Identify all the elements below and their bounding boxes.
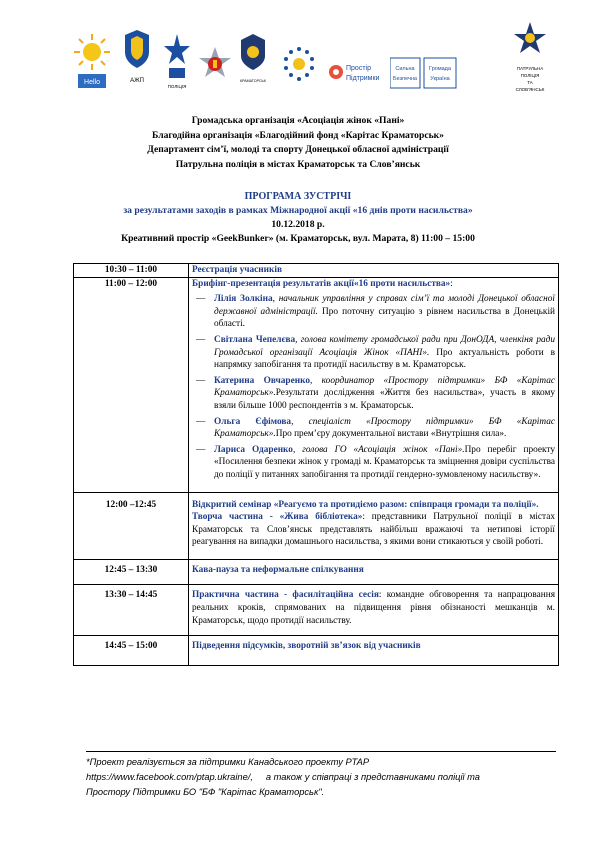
program-header <box>40 190 556 246</box>
speaker-topic: Про поточну ситуацію з рівнем насильства в Донецькій області. <box>214 306 556 330</box>
speaker-topic: Результати дослідження «Життя без насильства», участь в якому взяли більше 1000 респондентів з м. Краматорськ. <box>214 388 555 411</box>
svg-text:Підтримки: Підтримки <box>346 75 380 82</box>
session-title: Реєстрація учасників <box>189 264 559 278</box>
ptap-logo <box>390 56 458 92</box>
sun-logo-text: Hello <box>84 79 100 86</box>
speaker-name: Світлана Чепелєва <box>214 334 296 345</box>
session-part-label: Творча частина - «Жива бібліотека» <box>192 512 363 523</box>
session-cell <box>189 585 559 636</box>
speaker-item <box>192 293 555 331</box>
time-cell: 11:00 – 12:00 <box>74 277 189 492</box>
speaker-name: Катерина Овчаренко <box>214 375 310 386</box>
speaker-item <box>192 444 555 482</box>
time-cell: 13:30 – 14:45 <box>74 585 189 636</box>
schedule-table <box>73 263 559 666</box>
sun-logo <box>72 30 112 92</box>
speaker-item <box>192 375 555 413</box>
footnote-text: а також у співпраці з представниками поліції та <box>252 772 480 782</box>
speaker-name: Ольга Єфімова <box>214 416 292 427</box>
police-logo <box>164 32 190 92</box>
partner-logos <box>72 18 552 108</box>
speaker-item <box>192 334 555 372</box>
session-part-text: : представники Патрульної поліції в містах Краматорськ та Слов’янськ представлять найбільш вражаючі та нетипові історії реагування на випадки домашнього насильства, з якими вони стикаються у своїй роботі. <box>192 512 555 548</box>
program-subtitle: за результатами заходів в рамках Міжнародної акції «16 днів проти насильства» <box>123 205 473 216</box>
program-title: ПРОГРАМА ЗУСТРІЧІ <box>244 191 352 202</box>
speaker-role: , голова ГО «Асоціація жінок «Пані». <box>292 444 465 455</box>
table-row <box>74 277 559 492</box>
speaker-name: Лариса Одаренко <box>214 444 293 455</box>
police-badge-logo <box>238 32 268 92</box>
program-venue: Креативний простір «GeekBunker» (м. Краматорськ, вул. Марата, 8) 11:00 – 15:00 <box>121 233 475 244</box>
speaker-role: , голова комітету громадської ради при ДонОДА, членкіня ради Громадської організації Асоціація Жінок «ПАНІ». <box>214 334 556 358</box>
time-cell: 10:30 – 11:00 <box>74 264 189 278</box>
footnote-line: *Проект реалізується за підтримки Канадського проекту PTAP <box>86 757 370 767</box>
session-title: Кава-пауза та неформальне спілкування <box>189 559 559 585</box>
speaker-role: , координатор «Простору підтримки» БФ «Карітас Краматорськ». <box>214 375 555 399</box>
prostir-logo <box>328 58 384 92</box>
session-title: Відкритий семінар «Реагуємо та протидіємо разом: співпраця громади та поліції». <box>192 499 539 510</box>
speaker-role: , начальник управління у справах сім’ї та молоді Донецької обласної державної адміністрації. <box>214 294 555 317</box>
session-title: Брифінг-презентація результатів акції«16 проти насильства» <box>192 278 451 289</box>
session-title: Практична частина - фасилітаційна сесія <box>192 590 379 601</box>
svg-text:Україна: Україна <box>430 76 450 82</box>
dash-bullet: — <box>196 375 206 386</box>
svg-text:Простір: Простір <box>346 65 371 72</box>
time-cell: 14:45 – 15:00 <box>74 636 189 666</box>
footnote-line: Простору Підтримки БО "БФ "Карітас Краматорськ". <box>86 787 325 797</box>
dash-bullet: — <box>196 334 206 345</box>
speaker-name: Лілія Золкіна <box>214 294 273 305</box>
session-title-colon: : <box>450 278 453 289</box>
shield-logo <box>122 26 152 96</box>
police-logo-text: ПОЛІЦІЯ <box>167 84 187 89</box>
table-row <box>74 264 559 278</box>
speaker-role: , спеціаліст «Простору підтримки» БФ «Карітас Краматорськ». <box>214 416 555 440</box>
dash-bullet: — <box>196 294 206 305</box>
session-text: : командне обговорення та напрацювання реальних кроків, спрямованих на підвищення рівня обізнаності мешканців м. Краматорськ, щодо протидії насильству. <box>192 590 555 626</box>
speaker-topic: Про прем’єру документальної вистави «Внутрішня сила». <box>275 429 507 440</box>
svg-text:Безпечна: Безпечна <box>393 76 417 82</box>
footnote <box>86 755 556 800</box>
footnote-link[interactable]: https://www.facebook.com/ptap.ukraine/, <box>86 772 253 782</box>
speaker-item <box>192 416 555 441</box>
dash-bullet: — <box>196 416 206 427</box>
police-badge-logo-text: КРАМАТОРСЬК <box>240 79 266 83</box>
footnote-divider <box>86 751 556 752</box>
time-cell: 12:45 – 13:30 <box>74 559 189 585</box>
table-row <box>74 636 559 666</box>
program-date: 10.12.2018 р. <box>271 219 325 230</box>
session-cell <box>189 277 559 492</box>
footnote-line <box>86 770 556 785</box>
police-star-logo <box>198 46 232 80</box>
session-cell <box>189 492 559 559</box>
organizers-block <box>40 114 556 172</box>
svg-text:СЛОВ'ЯНСЬК: СЛОВ'ЯНСЬК <box>515 87 545 92</box>
svg-text:ТА: ТА <box>527 80 533 85</box>
eu-logo <box>276 44 322 84</box>
session-title: Підведення підсумків, зворотній зв’язок від учасників <box>189 636 559 666</box>
table-row <box>74 492 559 559</box>
organizer-line: Департамент сім’ї, молоді та спорту Донецької обласної адміністрації <box>147 144 449 155</box>
svg-text:ПАТРУЛЬНА: ПАТРУЛЬНА <box>516 66 544 71</box>
organizer-line: Благодійна організація «Благодійний фонд «Карітас Краматорськ» <box>152 129 444 141</box>
speaker-topic: Про перебіг проекту «Посилення безпеки жінок у громаді м. Краматорськ та зміцнення довіри суспільства до поліції у питаннях запобігання та протидії гендерно-зумовленому насильству». <box>214 444 555 480</box>
table-row <box>74 585 559 636</box>
svg-text:Громада: Громада <box>429 66 451 72</box>
svg-text:ПОЛІЦІЯ: ПОЛІЦІЯ <box>520 73 540 78</box>
shield-logo-text: АЖП <box>130 78 144 84</box>
svg-text:Сильна: Сильна <box>395 66 415 72</box>
speaker-topic: Про актуальність роботи в напрямку запобігання та протидії насильству в м. Краматорськ. <box>214 347 555 371</box>
table-row <box>74 559 559 585</box>
dash-bullet: — <box>196 444 206 455</box>
time-cell: 12:00 –12:45 <box>74 492 189 559</box>
organizer-line: Патрульна поліція в містах Краматорськ та Слов’янськ <box>175 158 421 170</box>
organizer-line: Громадська організація «Асоціація жінок «Пані» <box>191 115 405 126</box>
patrol-police-logo <box>510 20 550 106</box>
